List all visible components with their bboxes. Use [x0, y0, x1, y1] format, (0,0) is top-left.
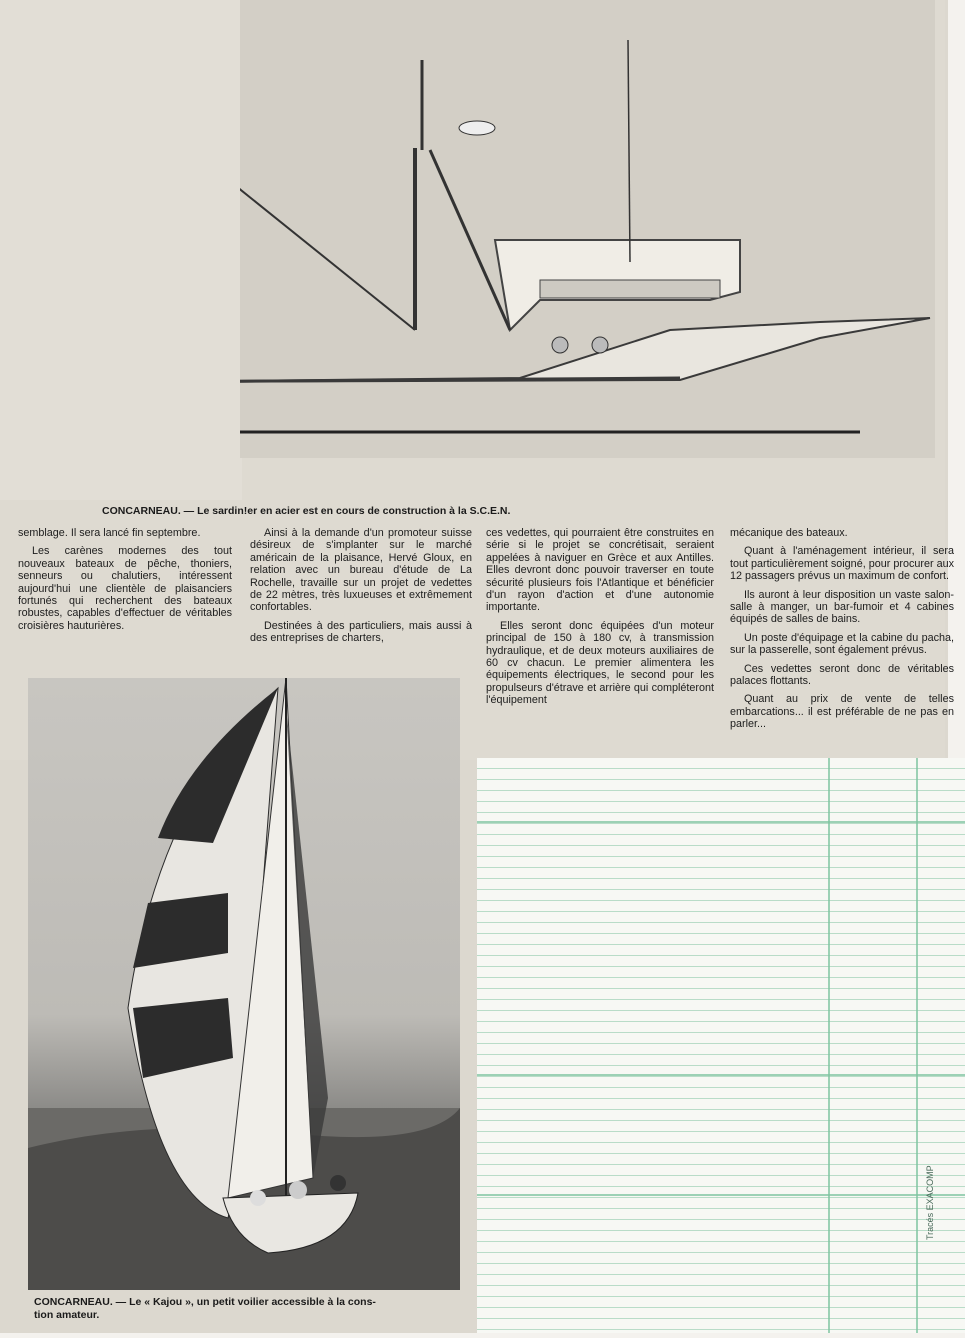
top-figure-caption: CONCARNEAU. — Le sardin!er en acier est en cours de construction à la S.C.E.N.: [102, 505, 511, 517]
paragraph: Ces vedettes seront donc de véritables palaces flottants.: [730, 662, 954, 688]
caption-line: tion amateur.: [34, 1309, 100, 1321]
ledger-paper: [477, 758, 965, 1333]
paragraph: semblage. Il sera lancé fin septembre.: [18, 527, 201, 539]
ledger-grid: [477, 758, 965, 1333]
paragraph: Destinées à des particuliers, mais aussi à des entreprises de charters,: [250, 619, 472, 645]
paragraph: ces vedettes, qui pourraient être construites en série si le projet se concrétisait, seraient appelées à naviguer en Grèce et aux Antilles. Elles devront donc pouvoir traverser en toute sécurité plusieurs fois l'Atlantique et bénéficier d'un rayon d'action et d'une autonomie importante.: [486, 527, 714, 614]
bottom-photo-caption: [34, 1296, 474, 1322]
article-column-2: [250, 527, 472, 651]
bleed-through-area: [0, 0, 242, 500]
ledger-edge-text: Tracés EXACOMP: [925, 1165, 935, 1240]
boat-drawing: [240, 0, 935, 458]
paragraph: Elles seront donc équipées d'un moteur principal de 150 à 180 cv, à transmission hydraulique, et de deux moteurs auxiliaires de 60 cv chacun. Le premier alimentera les équipements électriques, le second pour les propulseurs d'étrave et arrière qui compléteront l'équipement: [486, 619, 714, 707]
sailboat-photo: [28, 678, 460, 1290]
paragraph: mécanique des bateaux.: [730, 527, 848, 539]
paragraph: Ils auront à leur disposition un vaste salon-salle à manger, un bar-fumoir et 4 cabines équipés de salles de bains.: [730, 588, 954, 626]
paragraph: Quant à l'aménagement intérieur, il sera tout particulièrement soigné, pour procurer aux 12 passagers prévus un maximum de confort.: [730, 545, 954, 583]
caption-line: CONCARNEAU. — Le « Kajou », un petit voilier accessible à la cons-: [34, 1296, 376, 1308]
paragraph: Les carènes modernes des tout nouveaux bateaux de pêche, thoniers, senneurs ou chalutiers, intéressent aujourd'hui une clientèle de plaisanciers fortunés qui recherchent des bateaux robustes, capables d'effectuer de véritables croisières hauturières.: [18, 545, 232, 632]
article-column-4: [730, 527, 954, 737]
paragraph: Ainsi à la demande d'un promoteur suisse désireux de s'implanter sur le marché américain de la plaisance, Hervé Gloux, en relation avec un bureau d'étude de La Rochelle, travaille sur un projet de vedettes de 22 mètres, très luxueuses et extrêmement confortables.: [250, 527, 472, 614]
paragraph: Un poste d'équipage et la cabine du pacha, sur la passerelle, sont également prévus.: [730, 631, 954, 657]
paragraph: Quant au prix de vente de telles embarcations... il est préférable de ne pas en parler...: [730, 693, 954, 731]
boat-line-drawing: [240, 0, 935, 458]
sailboat-illustration: [28, 678, 460, 1290]
article-column-3: [486, 527, 714, 713]
article-column-1: [18, 527, 232, 638]
